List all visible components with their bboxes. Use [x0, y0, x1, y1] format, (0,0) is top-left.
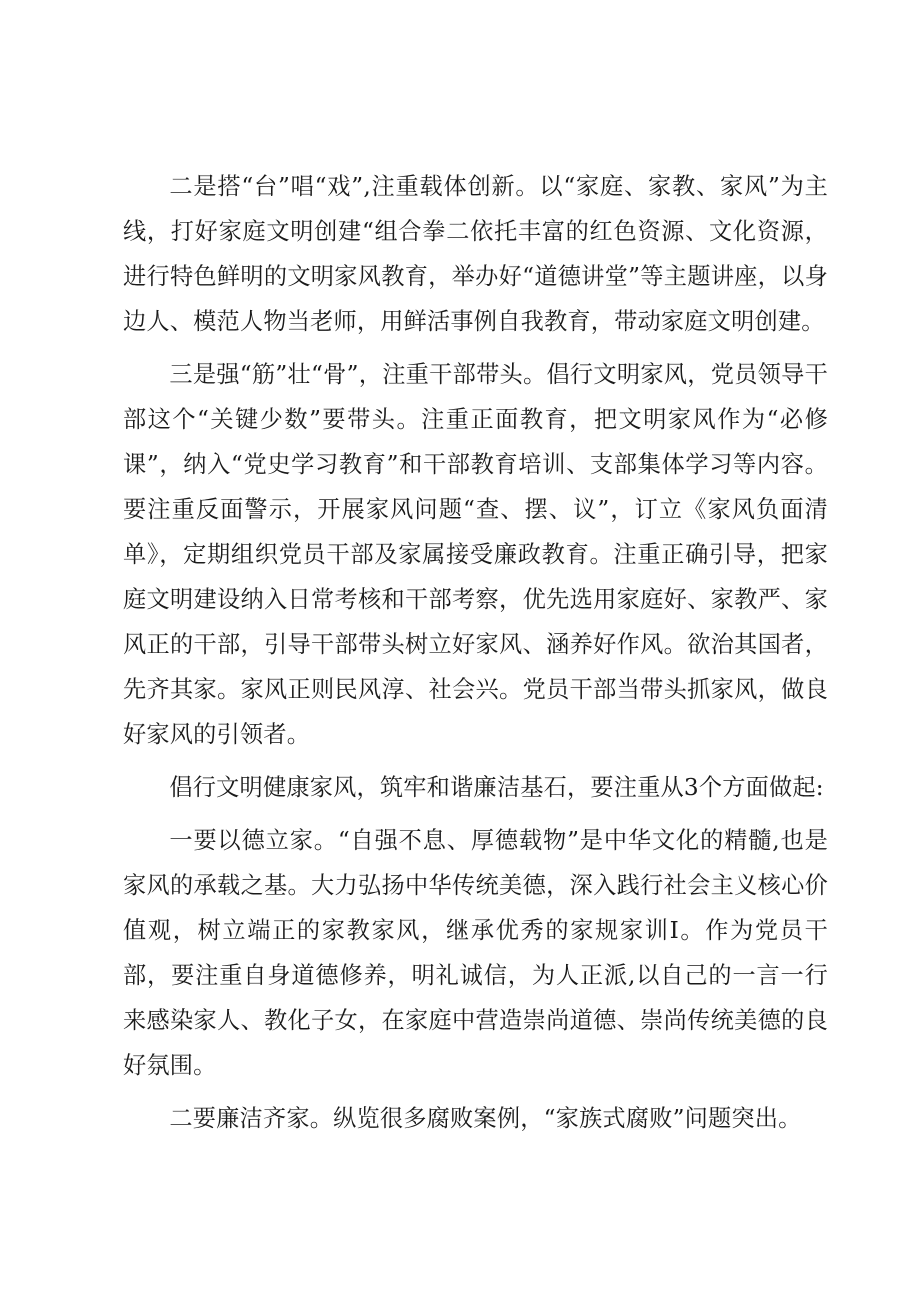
paragraph-clean-family: 二要廉洁齐家。纵览很多腐败案例，“家族式腐败”问题突出。: [169, 1105, 802, 1132]
paragraph-three-aspects-intro: 倡行文明健康家风，筑牢和谐廉洁基石，要注重从3个方面做起:: [169, 774, 824, 801]
document-body: [123, 164, 828, 1149]
paragraph-virtue-family: 一要以德立家。“自强不息、厚德载物”是中华文化的精髓,也是家风的承载之基。大力弘扬中华传统美德，深入践行社会主义核心价值观，树立端正的家教家风，继承优秀的家规家训I。作为党员干部，要注重自身道德修养，明礼诚信，为人正派,以自己的一言一行来感染家人、教化子女，在家庭中营造崇尚道德、崇尚传统美德的良好氛围。: [123, 827, 828, 1079]
paragraph-carrier-innovation: 二是搭“台”唱“戏”,注重载体创新。以“家庭、家教、家风”为主线，打好家庭文明创建“组合拳二依托丰富的红色资源、文化资源，进行特色鲜明的文明家风教育，举办好“道德讲堂”等主题讲座，以身边人、模范人物当老师，用鲜活事例自我教育，带动家庭文明创建。: [123, 173, 828, 335]
paragraph-cadre-leading: 三是强“筋”壮“骨”，注重干部带头。倡行文明家风，党员领导干部这个“关键少数”要带头。注重正面教育，把文明家风作为“必修课”，纳入“党史学习教育”和干部教育培训、支部集体学习等内容。要注重反面警示，开展家风问题“查、摆、议”，订立《家风负面清单》，定期组织党员干部及家属接受廉政教育。注重正确引导，把家庭文明建设纳入日常考核和干部考察，优先选用家庭好、家教严、家风正的干部，引导干部带头树立好家风、涵养好作风。欲治其国者，先齐其家。家风正则民风淳、社会兴。党员干部当带头抓家风，做良好家风的引领者。: [123, 361, 828, 748]
